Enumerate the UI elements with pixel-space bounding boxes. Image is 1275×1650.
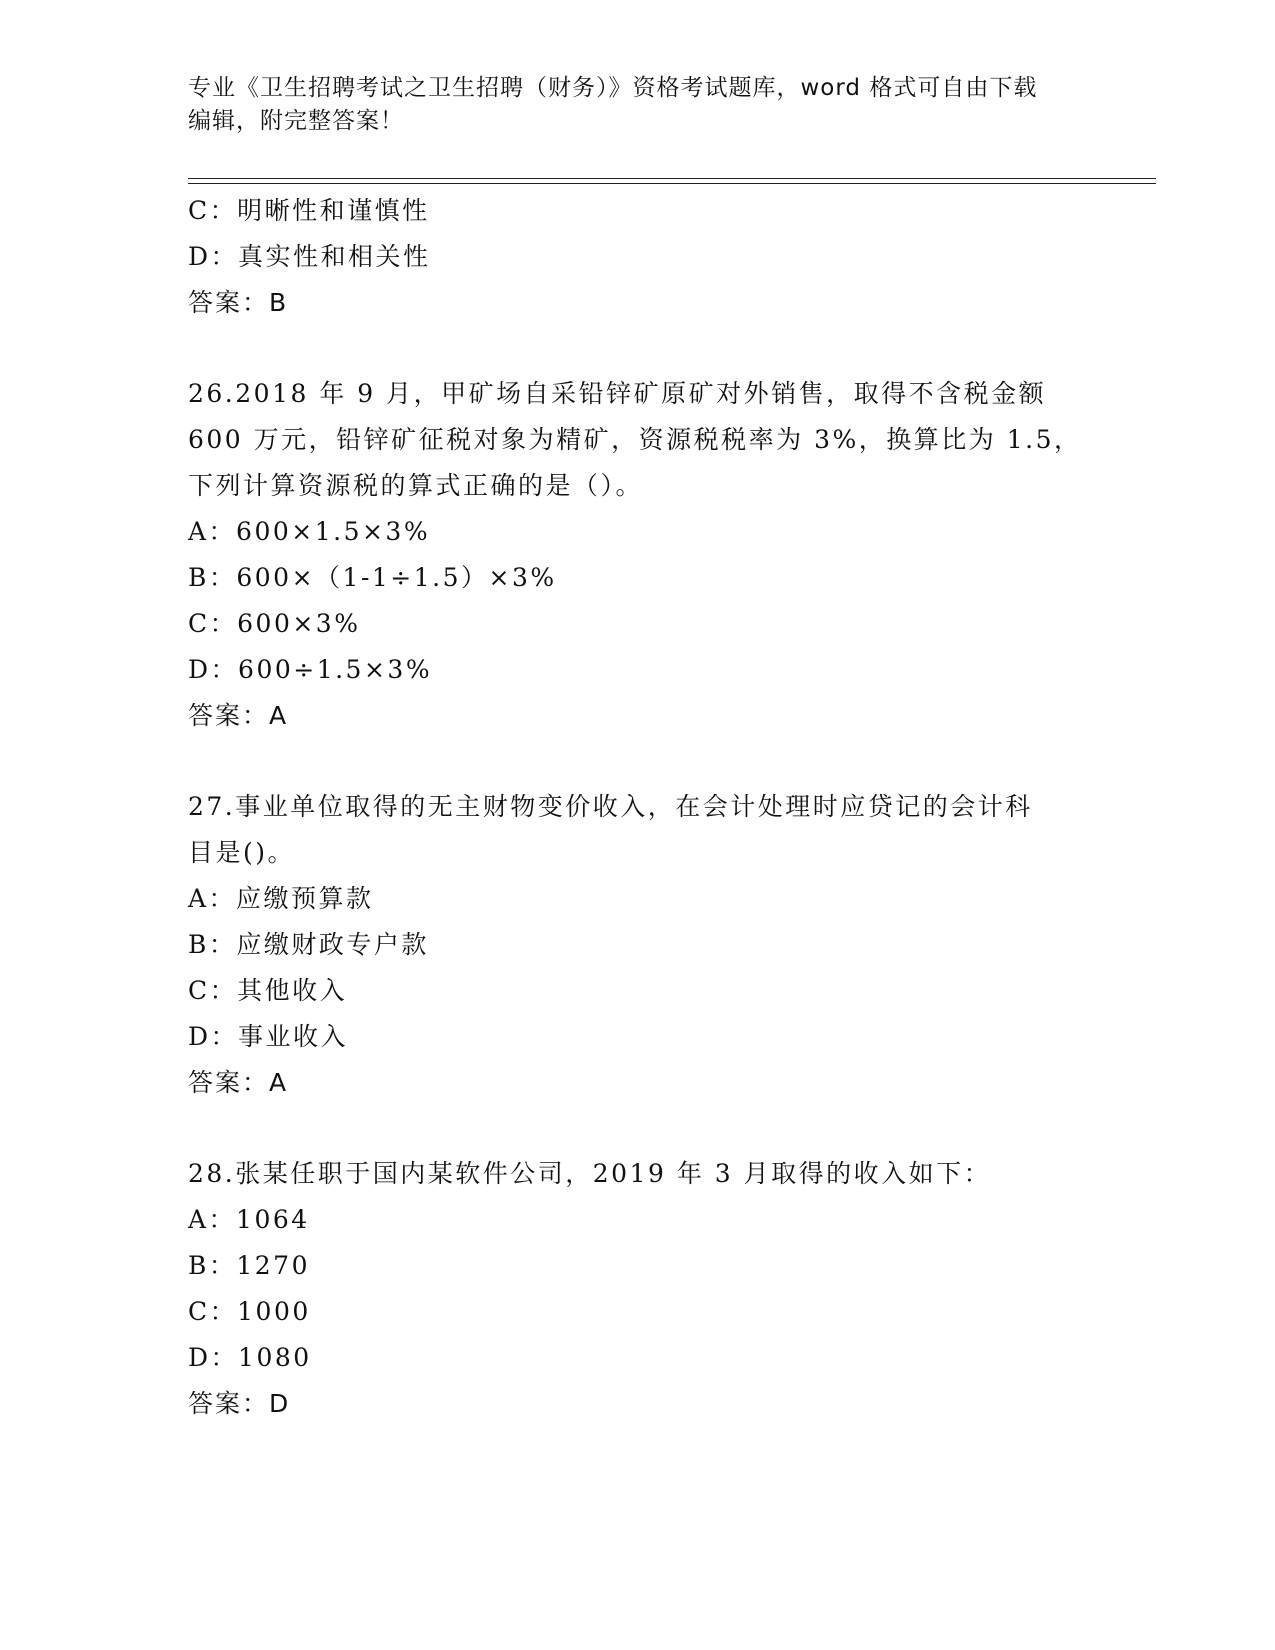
document-header [188, 72, 1088, 138]
option-b: B：应缴财政专户款 [188, 930, 429, 959]
question-28 [188, 1151, 1088, 1427]
header-divider-bottom [188, 183, 1156, 184]
header-divider-top [188, 178, 1156, 179]
answer-line: 答案：A [188, 1068, 289, 1097]
option-a: A：600×1.5×3% [188, 517, 431, 546]
option-d: D：600÷1.5×3% [188, 655, 433, 684]
question-list [188, 188, 1088, 1427]
question-27 [188, 784, 1088, 1106]
option-c: C：其他收入 [188, 976, 348, 1005]
option-c: C：1000 [188, 1297, 311, 1326]
spacer [188, 326, 1088, 371]
answer-line: 答案：B [188, 288, 289, 317]
question-stem-line: 600 万元，铅锌矿征税对象为精矿，资源税税率为 3%，换算比为 1.5， [188, 425, 1082, 454]
question-stem-line: 28.张某任职于国内某软件公司，2019 年 3 月取得的收入如下： [188, 1159, 992, 1188]
question-25-tail [188, 188, 1088, 326]
option-c: C：明晰性和谨慎性 [188, 196, 430, 225]
question-stem-line: 下列计算资源税的算式正确的是（）。 [188, 471, 644, 500]
header-line-2: 编辑，附完整答案！ [188, 108, 404, 134]
answer-line: 答案：A [188, 701, 289, 730]
option-d: D：1080 [188, 1343, 312, 1372]
question-stem-line: 目是()。 [188, 838, 296, 867]
option-b: B：1270 [188, 1251, 310, 1280]
spacer [188, 739, 1088, 784]
option-a: A：1064 [188, 1205, 310, 1234]
option-d: D：事业收入 [188, 1022, 349, 1051]
question-26 [188, 371, 1088, 739]
option-b: B：600×（1-1÷1.5）×3% [188, 563, 557, 592]
option-c: C：600×3% [188, 609, 361, 638]
option-d: D：真实性和相关性 [188, 242, 431, 271]
header-line-1: 专业《卫生招聘考试之卫生招聘（财务）》资格考试题库，word 格式可自由下载 [188, 75, 1038, 101]
answer-line: 答案：D [188, 1389, 291, 1418]
question-stem-line: 26.2018 年 9 月，甲矿场自采铅锌矿原矿对外销售，取得不含税金额 [188, 379, 1047, 408]
spacer [188, 1106, 1088, 1151]
option-a: A：应缴预算款 [188, 884, 374, 913]
question-stem-line: 27.事业单位取得的无主财物变价收入，在会计处理时应贷记的会计科 [188, 792, 1033, 821]
